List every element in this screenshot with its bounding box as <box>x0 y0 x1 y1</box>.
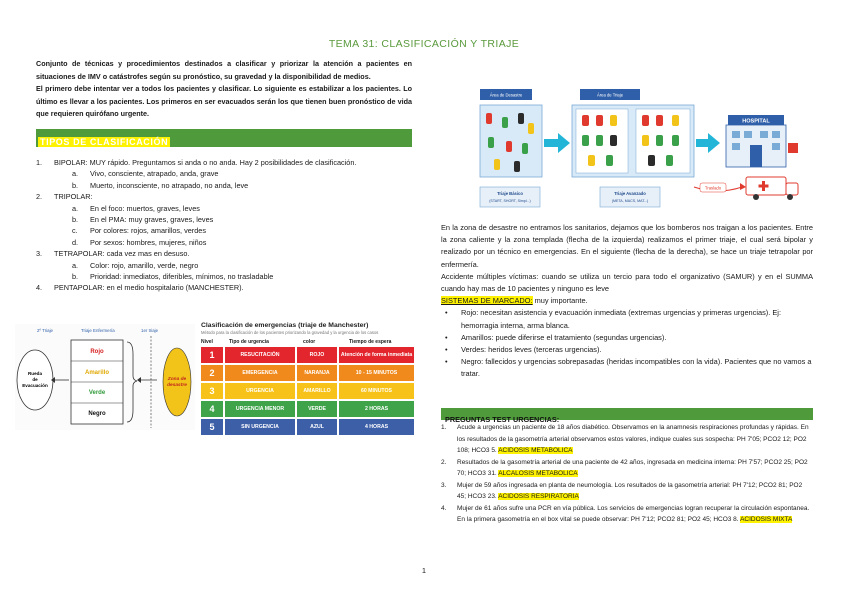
list-subitem: b. Prioridad: inmediatos, diferibles, mínimos, no trasladable <box>72 272 274 282</box>
sistemas-marcado: SISTEMAS DE MARCADO: muy importante. <box>441 296 588 306</box>
preguntas-list <box>441 422 813 526</box>
diagram-label-triaje1: 1er triaje <box>141 328 159 333</box>
tipos-list <box>36 157 412 294</box>
bullet-negro: • Negro: fallecidos y urgencias sobrepasadas (heridas incompatibles con la vida). Pacientes que no vamos a tratar. <box>445 357 812 379</box>
question-item: 4. Mujer de 61 años sufre una PCR en vía pública. Los servicios de emergencias logran recuperar la circulación espontanea. En la primera gasometría en el box vital se puede observar: PH 7'12; PCO2 81; PO2 45; HCO3 8. ACIDOSIS MIXTA <box>441 504 810 523</box>
svg-text:Traslado: Traslado <box>704 185 722 191</box>
svg-text:(META, MACS, MAT...): (META, MACS, MAT...) <box>611 199 649 203</box>
diagram-verde: Verde <box>88 390 106 396</box>
bullet-verde: • Verdes: heridos leves (terceras urgencias). <box>445 345 602 355</box>
right-column <box>441 222 813 381</box>
paragraph-zona: En la zona de desastre no entramos los sanitarios, dejamos que los bomberos nos traigan a los pacientes. Entre la zona caliente y la zona templada (flecha de la izquierda) realizamos el primer triaje, el cual será bipolar y realizado por un técnico en emergencias. En el siguiente (flecha de la derecha), se hace un triaje tetrapolar por enfermería. <box>441 223 813 269</box>
svg-text:Triaje Avanzado: Triaje Avanzado <box>614 191 646 196</box>
question-item: 3. Mujer de 59 años ingresada en planta de neumología. Los resultados de la gasometría arterial: PH 7'12; PCO2 81; PO2 45; HCO3 23. ACIDOSIS RESPIRATORIA <box>441 481 803 500</box>
page-number: 1 <box>421 566 427 575</box>
diagram-negro: Negro <box>88 411 106 417</box>
list-subitem: a. Color: rojo, amarillo, verde, negro <box>72 260 199 270</box>
list-item: 4. PENTAPOLAR: en el medio hospitalario (MANCHESTER). <box>36 283 244 293</box>
paragraph-amv: Accidente múltiples víctimas: cuando se utiliza un tercio para todo el organizativo (SAMUR) y en el SUMMA cuando hay mas de 10 pacientes y ninguno es leve <box>441 271 813 294</box>
bullet-amarillo: • Amarillos: puede diferirse el tratamiento (segundas urgencias). <box>445 332 667 342</box>
triage-advanced-label <box>600 187 660 207</box>
table-row: 2 EMERGENCIA NARANJA 10 - 15 MINUTOS <box>201 365 416 381</box>
manchester-table <box>201 322 416 434</box>
tipos-heading: TIPOS DE CLASIFICACIÓN <box>40 137 169 147</box>
manchester-subtitle: Método para la clasificación de los pacientes priorizando la gravedad y la urgencia de los casos <box>201 330 379 335</box>
svg-text:(START, SHORT, Simpl...): (START, SHORT, Simpl...) <box>489 199 531 203</box>
list-subitem: b. Muerto, inconsciente, no atrapado, no anda, leve <box>72 180 249 190</box>
answer-highlight: ACIDOSIS METABOLICA <box>498 447 573 454</box>
diagram-zona-1: Zona de <box>167 377 187 382</box>
triage-basic-label <box>480 187 540 207</box>
list-item: 3. TETRAPOLAR: cada vez mas en desuso. <box>36 249 190 259</box>
list-subitem: b. En el PMA: muy graves, graves, leves <box>72 215 214 225</box>
table-row: 5 SIN URGENCIA AZUL 4 HORAS <box>201 419 416 435</box>
svg-text:Triaje Básico: Triaje Básico <box>497 191 523 196</box>
list-subitem: a. Vivo, consciente, atrapado, anda, grave <box>72 169 219 179</box>
diagram-rueda-2: de <box>32 377 38 382</box>
question-item: 2. Resultados de la gasometría arterial de una paciente de 42 años, ingresada en medicina interna: PH 7'57; PCO2 25; PO2 70; HCO3 31. ALCALOSIS METABOLICA <box>441 458 808 477</box>
manchester-title: Clasificación de emergencias (triaje de Manchester) <box>201 322 369 329</box>
diagram-rueda-1: Rueda <box>27 371 43 376</box>
svg-text:HOSPITAL: HOSPITAL <box>742 118 770 125</box>
answer-highlight: ACIDOSIS MIXTA <box>740 516 793 523</box>
header-tipo: Tipo de urgencia <box>229 339 269 345</box>
diagram-zona-2: desastre <box>167 383 187 388</box>
diagram-amarillo: Amarillo <box>84 370 110 376</box>
table-row: 3 URGENCIA AMARILLO 60 MINUTOS <box>201 383 416 399</box>
intro-paragraph-1: Conjunto de técnicas y procedimientos destinados a clasificar y priorizar la atención a pacientes en situaciones de IMV o catástrofes según su pronóstico, su gravedad y la disponibilidad de medios. <box>36 59 412 81</box>
bullet-rojo: • Rojo: necesitan asistencia y evacuación inmediata (extremas urgencias y primeras urgencias). Ej: hemorragia interna, arma blanca. <box>445 308 781 330</box>
list-subitem: a. En el foco: muertos, graves, leves <box>72 203 200 213</box>
table-row: 4 URGENCIA MENOR VERDE 2 HORAS <box>201 401 416 417</box>
tipos-heading-bar <box>36 129 412 147</box>
list-subitem: d. Por sexos: hombres, mujeres, niños <box>72 237 207 247</box>
list-subitem: c. Por colores: rojos, amarillos, verdes <box>72 226 206 236</box>
intro-paragraph-2: El primero debe intentar ver a todos los pacientes y clasificar. Lo siguiente es estabilizar a los pacientes. Lo último es llevar a los pacientes. Los primeros en ser evacuados serán los que tienen buen pronóstico de vida que requieren quirófano urgente. <box>36 84 412 119</box>
evacuation-diagram <box>15 324 195 430</box>
triage-flow-illustration <box>478 83 822 215</box>
diagram-rojo: Rojo <box>90 349 104 355</box>
diagram-label-triaje-enf: Triaje Enfermería <box>81 328 115 333</box>
header-color: color <box>303 339 316 345</box>
disaster-zone <box>163 348 191 416</box>
page-title: TEMA 31: CLASIFICACIÓN Y TRIAJE <box>328 38 520 50</box>
header-nivel: Nivel <box>201 339 213 345</box>
table-row: 1 RESUCITACIÓN ROJO Atención de forma inmediata <box>201 347 416 363</box>
svg-text:Área de Triaje: Área de Triaje <box>596 92 624 98</box>
svg-text:Área de Desastre: Área de Desastre <box>489 92 523 98</box>
preguntas-heading-bar <box>441 408 813 424</box>
intro-section <box>36 58 412 121</box>
preguntas-heading: PREGUNTAS TEST URGENCIAS: <box>445 415 560 424</box>
diagram-rueda-3: Evacuación <box>22 383 48 388</box>
answer-highlight: ALCALOSIS METABOLICA <box>498 470 578 477</box>
list-item: 1. BIPOLAR: MUY rápido. Preguntamos si anda o no anda. Hay 2 posibilidades de clasificación. <box>36 158 357 167</box>
diagram-label-triaje2: 2º Triaje <box>37 328 54 333</box>
manchester-header <box>201 339 416 345</box>
list-item: 2. TRIPOLAR: <box>36 192 93 202</box>
header-tiempo: Tiempo de espera <box>349 339 392 345</box>
question-item: 1. Acude a urgencias un paciente de 18 años diabético. Observamos en la anamnesis respiraciones profundas y rápidas. En los resultados de la gasometría arterial observamos estos valores, indique cuales sus sospecha: PH 7'05; PCO2 12; PO2 108; HCO3 5. ACIDOSIS METABOLICA <box>441 424 809 454</box>
answer-highlight: ACIDOSIS RESPIRATORIA <box>498 493 579 500</box>
